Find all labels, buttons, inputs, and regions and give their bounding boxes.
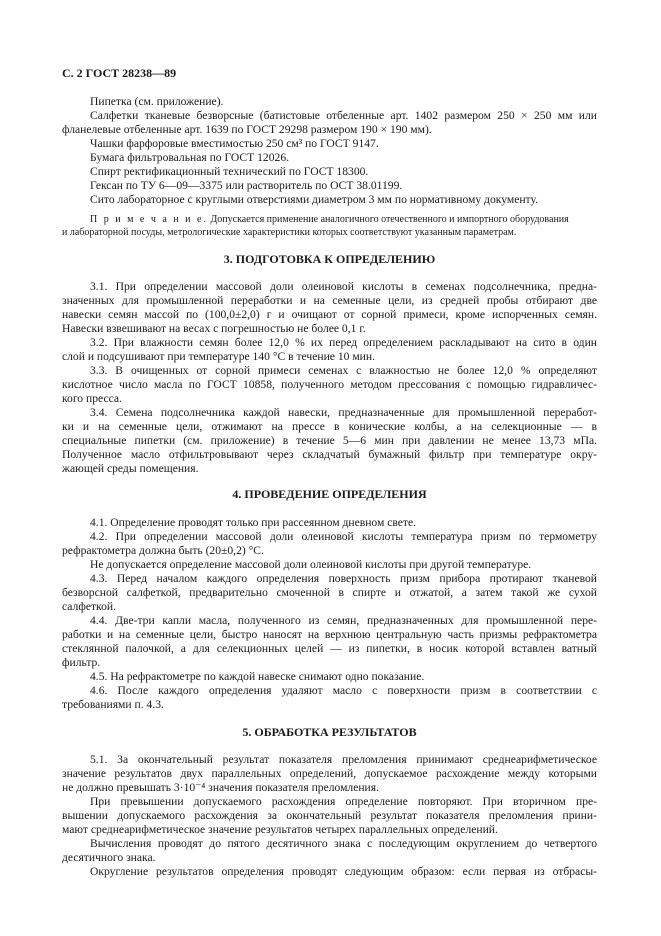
paragraph-line: Полученное масло отфильтровывают через складчатый бумажный фильтр при температуре окру- xyxy=(62,448,597,461)
paragraph-line: не должно превышать 3·10⁻⁴ значения показателя преломления. xyxy=(62,781,379,794)
list-item: Сито лабораторное с круглыми отверстиями диаметром 3 мм по нормативному документу. xyxy=(90,193,538,206)
paragraph-line: 5.1. За окончательный результат показателя преломления принимают среднеарифметическое xyxy=(90,753,597,766)
section-title: 3. ПОДГОТОВКА К ОПРЕДЕЛЕНИЮ xyxy=(223,252,436,266)
paragraph-line: 3.1. При определении массовой доли олеиновой кислоты в семенах подсолнечника, предна- xyxy=(90,280,597,293)
paragraph-line: салфеткой. xyxy=(62,600,116,613)
paragraph-line: требованиями п. 4.3. xyxy=(62,698,164,711)
paragraph-line: работки и на семенные цели, быстро наносят на верхнюю центральную часть призмы рефрактометра xyxy=(62,628,597,641)
page-header: С. 2 ГОСТ 28238—89 xyxy=(62,66,177,80)
paragraph-line: Вычисления проводят до пятого десятичного знака с последующим округлением до четвертого xyxy=(90,837,597,850)
list-item: Спирт ректификационный технический по ГОСТ 18300. xyxy=(90,165,369,178)
paragraph-line: 4.3. Перед началом каждого определения поверхность призм прибора протирают тканевой xyxy=(90,572,597,585)
paragraph-line: 4.1. Определение проводят только при рассеянном дневном свете. xyxy=(90,516,417,529)
paragraph-line: значение результатов двух параллельных определений, допускаемое расхождение между которыми xyxy=(62,767,597,780)
paragraph-line: жающей среды помещения. xyxy=(62,462,199,475)
paragraph-line: безворсной салфеткой, предварительно смоченной в спирте и отжатой, а затем такой же сухой xyxy=(62,586,597,599)
list-item: Чашки фарфоровые вместимостью 250 см³ по ГОСТ 9147. xyxy=(90,137,379,150)
section-title: 5. ОБРАБОТКА РЕЗУЛЬТАТОВ xyxy=(242,725,417,739)
paragraph-line: специальные пипетки (см. приложение) в течение 5—6 мин при давлении не менее 13,73 мПа. xyxy=(62,434,597,447)
note-line-2: и лабораторной посуды, метрологические характеристики которых соответствуют указанным параметрам. xyxy=(62,227,517,238)
list-item: Гексан по ТУ 6—09—3375 или растворитель по ОСТ 38.01199. xyxy=(90,179,403,192)
list-item: Бумага фильтровальная по ГОСТ 12026. xyxy=(90,151,290,164)
paragraph-line: навески семян массой по (100,0±2,0) г и очищают от сорной примеси, кроме испорченных семян. xyxy=(62,308,597,321)
list-item: Пипетка (см. приложение). xyxy=(90,95,224,108)
paragraph-line: рефрактометра должна быть (20±0,2) °С. xyxy=(62,544,264,557)
note-text: Допускается применение аналогичного отечественного и импортного оборудования xyxy=(207,214,569,225)
paragraph-line: Округление результатов определения проводят следующим образом: если первая из отбрасы- xyxy=(90,865,597,878)
paragraph-line: 4.4. Две-три капли масла, полученного из семян, предназначенных для промышленной пере- xyxy=(90,614,597,627)
paragraph-line: 3.2. При влажности семян более 12,0 % их перед определением раскладывают на сито в один xyxy=(90,336,597,349)
list-item: Салфетки тканевые безворсные (батистовые отбеленные арт. 1402 размером 250 × 250 мм или xyxy=(90,109,597,122)
paragraph-line: слой и подсушивают при температуре 140 °С в течение 10 мин. xyxy=(62,350,375,363)
paragraph-line: фильтр. xyxy=(62,656,101,669)
paragraph-line: значенных для промышленной переработки и на семенные цели, из средней пробы отбирают две xyxy=(62,294,597,307)
list-item: фланелевые отбеленные арт. 1639 по ГОСТ 29298 размером 190 × 190 мм). xyxy=(62,123,432,136)
paragraph-line: стеклянной палочкой, а для селекционных целей — из пипетки, в носик которой вставлен ватный xyxy=(62,642,597,655)
paragraph-line: вышении допускаемого расхождения за окончательный результат показателя преломления прини- xyxy=(62,809,597,822)
paragraph-line: Навески взвешивают на весах с погрешностью не более 0,1 г. xyxy=(62,322,366,335)
paragraph-line: При превышении допускаемого расхождения определение повторяют. При вторичном пре- xyxy=(90,795,597,808)
paragraph-line: Не допускается определение массовой доли олеиновой кислоты при другой температуре. xyxy=(90,558,532,571)
paragraph-line: ки и на семенные цели, отжимают на прессе в конические колбы, а на селекционные — в xyxy=(62,420,597,433)
paragraph-line: 3.4. Семена подсолнечника каждой навески, предназначенные для промышленной переработ- xyxy=(90,406,597,419)
paragraph-line: мают среднеарифметическое значение результатов четырех параллельных определений. xyxy=(62,823,498,836)
note-label: П р и м е ч а н и е. xyxy=(90,214,208,225)
paragraph-line: 4.2. При определении массовой доли олеиновой кислоты температура призм по термометру xyxy=(90,530,597,543)
paragraph-line: десятичного знака. xyxy=(62,851,156,864)
note-line-1 xyxy=(90,213,597,226)
paragraph-line: 4.5. На рефрактометре по каждой навеске снимают одно показание. xyxy=(90,670,425,683)
paragraph-line: кого пресса. xyxy=(62,392,122,405)
paragraph-line: 3.3. В очищенных от сорной примеси семенах с влажностью не более 12,0 % определяют xyxy=(90,364,597,377)
paragraph-line: кислотное число масла по ГОСТ 10858, полученного методом прессования с помощью гидравличес- xyxy=(62,378,597,391)
paragraph-line: 4.6. После каждого определения удаляют масло с поверхности призм в соответствии с xyxy=(90,684,597,697)
section-title: 4. ПРОВЕДЕНИЕ ОПРЕДЕЛЕНИЯ xyxy=(232,487,427,501)
